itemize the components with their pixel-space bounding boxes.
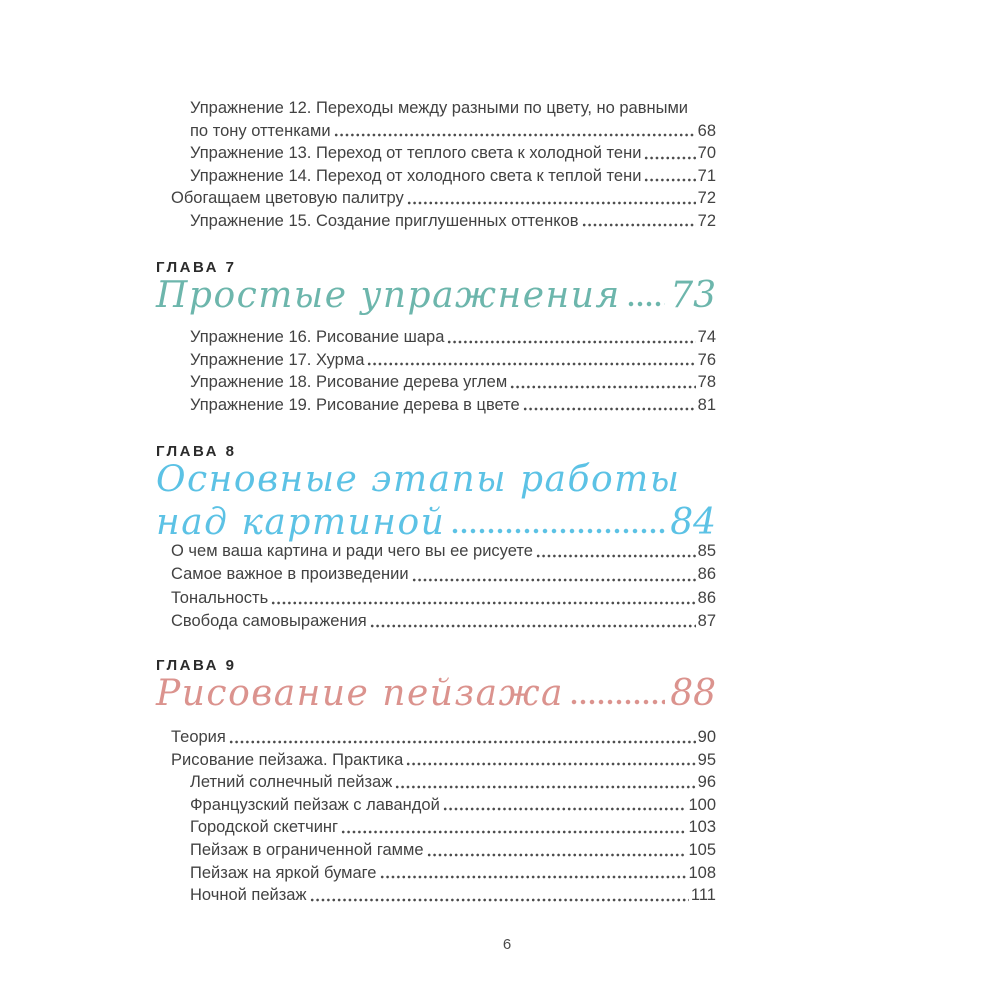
toc-entry	[156, 749, 716, 772]
toc-entry	[156, 97, 716, 120]
entry-label: Рисование пейзажа. Практика	[171, 750, 404, 769]
dot-leader	[443, 806, 687, 812]
dot-leader	[644, 155, 695, 161]
toc-entry	[156, 563, 716, 586]
entry-page: 86	[697, 588, 716, 607]
toc-entry	[156, 862, 716, 885]
dot-leader	[452, 527, 665, 535]
entry-label: Французский пейзаж с лавандой	[190, 795, 440, 814]
toc-entry	[156, 371, 716, 394]
entry-label: Упражнение 15. Создание приглушенных оттенков	[190, 211, 579, 230]
chapter7-title	[156, 274, 716, 317]
chapter8-title	[156, 458, 716, 544]
toc-entry	[156, 165, 716, 188]
toc-section-chapter7	[156, 326, 716, 416]
dot-leader	[367, 361, 695, 367]
toc-entry	[156, 540, 716, 563]
entry-page: 90	[697, 728, 716, 746]
entry-label: Летний солнечный пейзаж	[190, 773, 393, 792]
entry-page: 111	[690, 886, 716, 905]
entry-label: по тону оттенками	[190, 121, 331, 140]
dot-leader	[571, 698, 665, 706]
toc-entry	[156, 816, 716, 839]
chapter9-label: ГЛАВА 9	[156, 657, 237, 674]
entry-page: 103	[688, 818, 716, 837]
dot-leader	[407, 200, 696, 206]
dot-leader	[427, 852, 687, 858]
toc-entry	[156, 187, 716, 210]
toc-entry	[156, 771, 716, 794]
toc-section-chapter9	[156, 726, 716, 907]
dot-leader	[380, 874, 687, 880]
toc-entry	[156, 120, 716, 143]
entry-page: 96	[697, 773, 716, 792]
entry-page: 72	[697, 189, 716, 207]
dot-leader	[271, 600, 695, 606]
entry-label: Городской скетчинг	[190, 818, 339, 837]
entry-label: Самое важное в произведении	[171, 565, 409, 584]
entry-label: Тональность	[171, 588, 269, 607]
entry-label: Пейзаж в ограниченной гамме	[190, 840, 424, 859]
dot-leader	[510, 384, 695, 390]
entry-label: Упражнение 19. Рисование дерева в цвете	[190, 395, 520, 414]
toc-entry	[156, 884, 716, 907]
entry-label: Ночной пейзаж	[190, 886, 307, 905]
dot-leader	[523, 406, 696, 412]
chapter9-page: 88	[670, 673, 716, 714]
chapter9-title	[156, 672, 716, 715]
entry-label: Теория	[171, 728, 226, 746]
chapter8-label: ГЛАВА 8	[156, 443, 237, 460]
dot-leader	[447, 339, 695, 345]
entry-label: Упражнение 16. Рисование шара	[190, 328, 445, 346]
page-number: 6	[502, 936, 512, 953]
dot-leader	[582, 222, 696, 228]
entry-label: Обогащаем цветовую палитру	[171, 189, 404, 207]
entry-page: 78	[697, 373, 716, 391]
toc-entry	[156, 326, 716, 349]
entry-label: Упражнение 18. Рисование дерева углем	[190, 373, 508, 391]
chapter8-page: 84	[670, 502, 716, 544]
chapter7-page: 73	[670, 275, 716, 316]
entry-label: Упражнение 17. Хурма	[190, 350, 365, 369]
entry-page: 86	[697, 565, 716, 584]
toc-entry	[156, 794, 716, 817]
entry-page: 76	[697, 350, 716, 369]
toc-entry	[156, 587, 716, 610]
entry-page: 105	[688, 840, 716, 859]
toc-entry	[156, 349, 716, 372]
toc-entry	[156, 839, 716, 862]
entry-label: Упражнение 14. Переход от холодного света к теплой тени	[190, 166, 642, 185]
dot-leader	[310, 897, 689, 903]
entry-label: Упражнение 12. Переходы между разными по цвету, но равными	[190, 99, 689, 117]
chapter9-title-text: Рисование пейзажа	[156, 673, 564, 714]
entry-page: 74	[697, 328, 716, 346]
entry-page: 108	[688, 863, 716, 882]
entry-page: 87	[697, 611, 716, 630]
dot-leader	[370, 623, 696, 629]
toc-section-intro	[156, 97, 716, 232]
entry-page: 95	[697, 750, 716, 769]
dot-leader	[628, 300, 665, 308]
entry-page: 68	[697, 121, 716, 140]
dot-leader	[644, 177, 695, 183]
entry-page: 71	[697, 166, 716, 185]
dot-leader	[536, 553, 696, 559]
dot-leader	[406, 761, 695, 767]
chapter8-title-line1: Основные этапы работы	[156, 459, 681, 500]
dot-leader	[341, 829, 686, 835]
dot-leader	[334, 132, 696, 138]
entry-page: 72	[697, 211, 716, 230]
toc-section-chapter8	[156, 540, 716, 633]
entry-page: 100	[688, 795, 716, 814]
toc-entry	[156, 726, 716, 749]
entry-label: О чем ваша картина и ради чего вы ее рисуете	[171, 542, 533, 560]
toc-entry	[156, 142, 716, 165]
dot-leader	[395, 784, 695, 790]
toc-entry	[156, 394, 716, 417]
chapter7-title-text: Простые упражнения	[156, 275, 621, 316]
entry-label: Пейзаж на яркой бумаге	[190, 863, 377, 882]
entry-page: 85	[697, 542, 716, 560]
entry-page: 81	[697, 395, 716, 414]
toc-entry	[156, 610, 716, 633]
entry-page: 70	[697, 144, 716, 162]
dot-leader	[412, 577, 696, 583]
entry-label: Свобода самовыражения	[171, 611, 367, 630]
chapter8-title-line2: над картиной	[156, 502, 446, 544]
entry-label: Упражнение 13. Переход от теплого света к холодной тени	[190, 144, 642, 162]
chapter7-label: ГЛАВА 7	[156, 259, 237, 276]
dot-leader	[229, 739, 696, 745]
toc-entry	[156, 210, 716, 233]
